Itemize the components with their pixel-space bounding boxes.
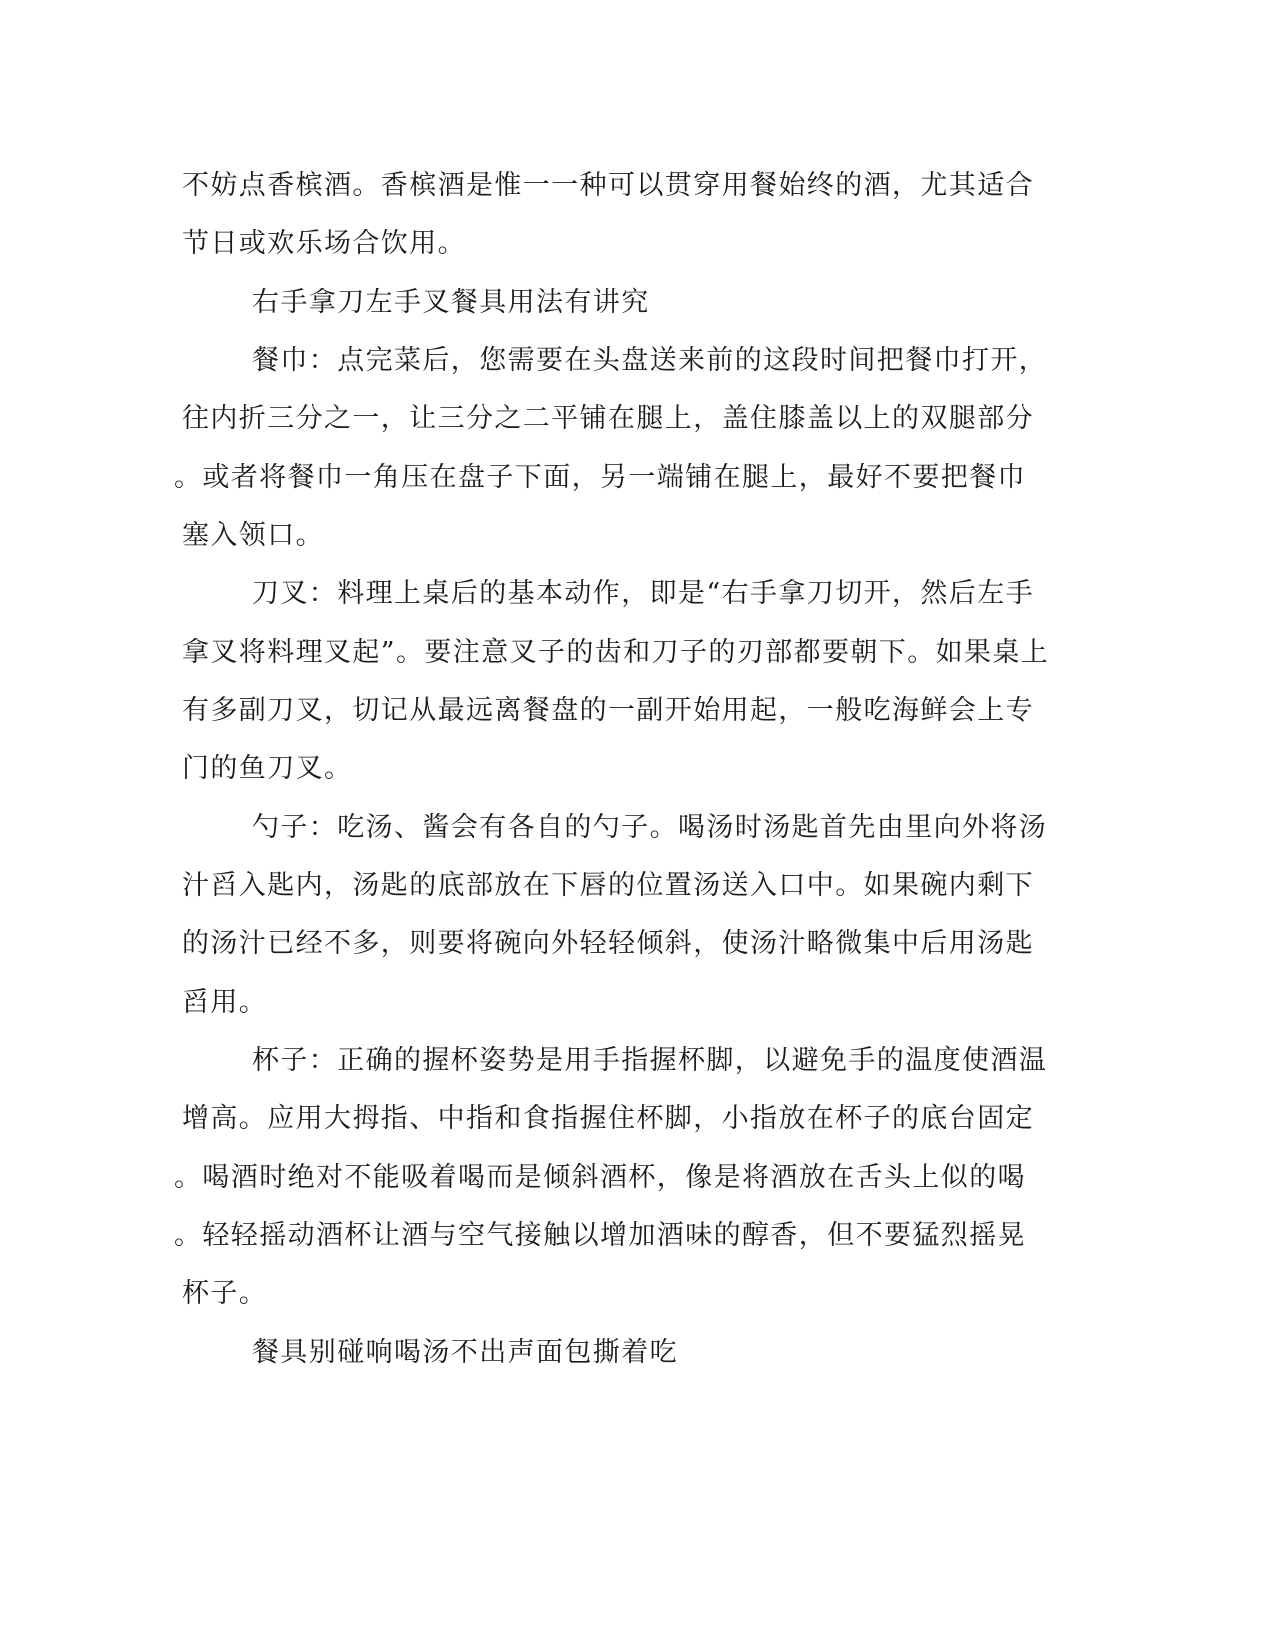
section-heading: 餐具别碰响喝汤不出声面包撕着吃	[252, 1337, 678, 1368]
text-line: 舀用。	[182, 987, 268, 1018]
text-line: 餐巾：点完菜后，您需要在头盘送来前的这段时间把餐巾打开，	[252, 345, 1048, 376]
text-line: 杯子。	[182, 1278, 268, 1309]
text-line: 。或者将餐巾一角压在盘子下面，另一端铺在腿上，最好不要把餐巾	[174, 462, 1026, 493]
text-line: 杯子：正确的握杯姿势是用手指握杯脚，以避免手的温度使酒温	[252, 1045, 1048, 1076]
text-line: 门的鱼刀叉。	[182, 753, 353, 784]
text-line: 勺子：吃汤、酱会有各自的勺子。喝汤时汤匙首先由里向外将汤	[252, 812, 1048, 843]
text-line: 。轻轻摇动酒杯让酒与空气接触以增加酒味的醇香，但不要猛烈摇晃	[174, 1220, 1026, 1251]
text-line: 。喝酒时绝对不能吸着喝而是倾斜酒杯，像是将酒放在舌头上似的喝	[174, 1162, 1026, 1193]
text-line: 增高。应用大拇指、中指和食指握住杯脚，小指放在杯子的底台固定	[182, 1103, 1034, 1134]
text-line: 的汤汁已经不多，则要将碗向外轻轻倾斜，使汤汁略微集中后用汤匙	[182, 928, 1034, 959]
text-line: 刀叉：料理上桌后的基本动作，即是“右手拿刀切开，然后左手	[252, 578, 1035, 609]
text-line: 不妨点香槟酒。香槟酒是惟一一种可以贯穿用餐始终的酒，尤其适合	[182, 170, 1034, 201]
text-line: 往内折三分之一，让三分之二平铺在腿上，盖住膝盖以上的双腿部分	[182, 403, 1034, 434]
text-line: 塞入领口。	[182, 520, 324, 551]
section-heading: 右手拿刀左手叉餐具用法有讲究	[252, 287, 650, 318]
text-line: 拿叉将料理叉起”。要注意叉子的齿和刀子的刃部都要朝下。如果桌上	[182, 637, 1050, 668]
text-line: 有多副刀叉，切记从最远离餐盘的一副开始用起，一般吃海鲜会上专	[182, 695, 1034, 726]
text-line: 节日或欢乐场合饮用。	[182, 228, 466, 259]
text-line: 汁舀入匙内，汤匙的底部放在下唇的位置汤送入口中。如果碗内剩下	[182, 870, 1034, 901]
